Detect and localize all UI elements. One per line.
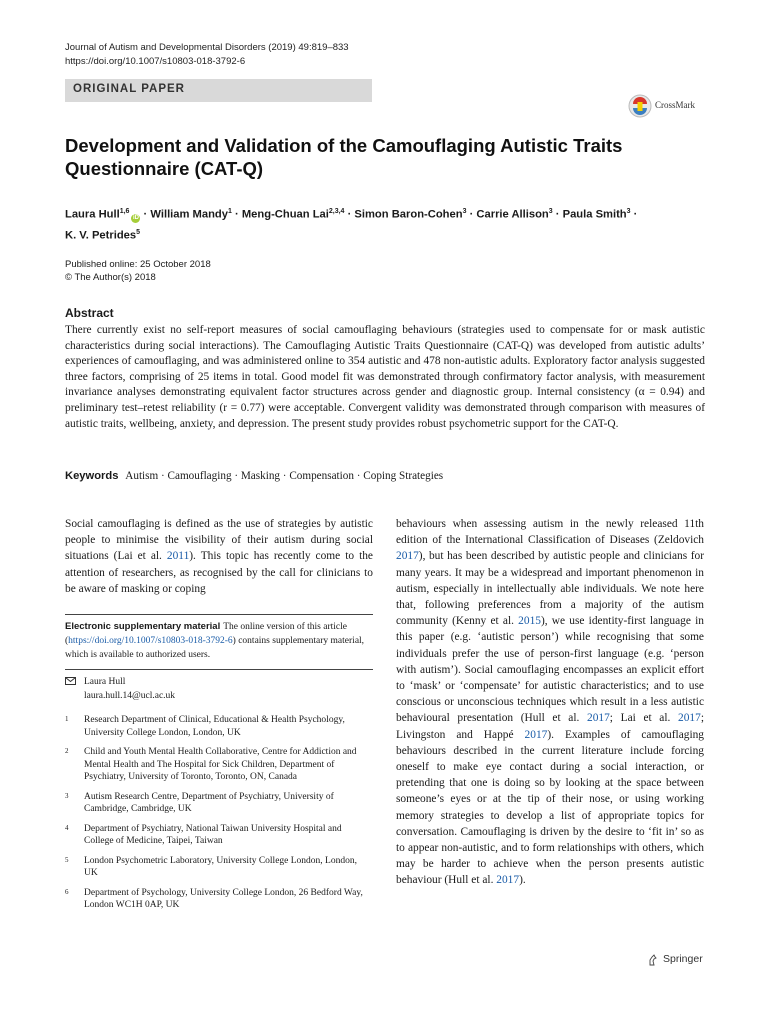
affiliation-text: London Psychometric Laboratory, University College London, London, UK — [84, 855, 357, 878]
body-text-segment: ; Livingston and Happé — [396, 712, 704, 741]
affiliation-text: Child and Youth Mental Health Collaborative, Centre for Addiction and Mental Health and The Hospital for Sick Children, Department of Psychiatry, University of Toronto, Toronto, ON, Canada — [84, 747, 357, 782]
author-separator: · — [347, 208, 352, 221]
body-text-segment: ), but has been described by autistic people and clinicians for many years. It may be a widespread and important phenomenon in autism, especially in intellectually able individuals. We note here that, following preferences from a majority of the autism community (Kenny et al. — [396, 550, 704, 628]
author-separator: · — [235, 208, 239, 221]
article-doi-link[interactable]: https://doi.org/10.1007/s10803-018-3792-6 — [65, 56, 246, 67]
body-text-segment: Social camouflaging is defined as the use of strategies by autistic people to minimise the visibility of their autism during social situations (Lai et al. — [65, 518, 373, 563]
crossmark-badge[interactable] — [628, 94, 708, 122]
author-name[interactable]: Carrie Allison — [476, 208, 549, 221]
author-name[interactable]: Simon Baron-Cohen — [354, 208, 463, 221]
author-affiliation-ref: 2,3,4 — [328, 208, 345, 215]
divider — [65, 614, 373, 615]
citation-link[interactable]: 2015 — [518, 615, 541, 628]
author-affiliation-ref: 3 — [626, 208, 631, 215]
affiliation-item — [65, 746, 373, 784]
crossmark-label: CrossMark — [655, 100, 695, 110]
citation-link[interactable]: 2017 — [678, 712, 701, 725]
copyright-notice: © The Author(s) 2018 — [65, 272, 156, 283]
author-affiliation-ref: 3 — [548, 208, 553, 215]
author-affiliation-ref: 5 — [136, 228, 141, 236]
affiliation-item — [65, 714, 373, 739]
author-separator: · — [633, 208, 638, 221]
citation-link[interactable]: 2017 — [396, 550, 419, 563]
affiliation-number: 4 — [65, 823, 69, 832]
author-separator: · — [143, 208, 148, 221]
esm-doi-link[interactable]: https://doi.org/10.1007/s10803-018-3792-6 — [68, 636, 233, 646]
affiliation-item — [65, 855, 373, 880]
author-name[interactable]: Paula Smith — [562, 208, 627, 221]
affiliation-number: 6 — [65, 887, 69, 896]
corresponding-author-name: Laura Hull — [84, 677, 126, 687]
divider — [65, 669, 373, 670]
orcid-icon[interactable]: iD — [132, 214, 139, 221]
body-text-segment: ). — [519, 874, 526, 887]
author-affiliation-ref: 1 — [228, 208, 232, 215]
corresponding-author-email[interactable]: laura.hull.14@ucl.ac.uk — [84, 691, 176, 701]
affiliation-text: Autism Research Centre, Department of Psychiatry, University of Cambridge, Cambridge, UK — [84, 791, 334, 814]
citation-link[interactable]: 2017 — [587, 712, 610, 725]
keywords-line — [65, 469, 705, 484]
author-name[interactable]: William Mandy — [150, 208, 228, 221]
affiliation-item — [65, 823, 373, 848]
body-text-segment: behaviours when assessing autism in the newly released 11th edition of the International Classification of Diseases (Zeldovich — [396, 518, 704, 547]
citation-link[interactable]: 2017 — [496, 874, 520, 887]
article-type-label: ORIGINAL PAPER — [73, 83, 185, 95]
affiliation-text: Research Department of Clinical, Educational & Health Psychology, University College London, London, UK — [84, 715, 345, 738]
mail-icon — [65, 677, 76, 685]
body-text-right-column — [396, 516, 704, 889]
author-affiliation-ref: 1,6 — [119, 208, 130, 215]
citation-link[interactable]: 2011 — [166, 550, 190, 563]
esm-text: The online version of this article ( — [65, 622, 347, 646]
affiliation-number: 1 — [65, 715, 69, 723]
supplementary-material-note — [65, 620, 373, 662]
affiliation-number: 5 — [65, 855, 69, 864]
citation-link[interactable]: 2017 — [524, 728, 548, 741]
crossmark-icon — [628, 94, 652, 118]
body-text-left-column — [65, 516, 373, 597]
affiliation-item — [65, 887, 373, 912]
esm-label: Electronic supplementary material — [65, 621, 221, 632]
author-separator: · — [469, 208, 474, 221]
article-title: Development and Validation of the Camouflaging Autistic Traits Questionnaire (CAT-Q) — [65, 135, 623, 179]
author-name[interactable]: Laura Hull — [65, 208, 120, 221]
affiliations-list — [65, 714, 373, 919]
publisher-name: Springer — [663, 953, 703, 965]
publication-info — [65, 258, 211, 284]
affiliation-item — [65, 791, 373, 816]
journal-citation: Journal of Autism and Developmental Disorders (2019) 49:819–833 — [65, 42, 349, 53]
author-list — [65, 203, 705, 244]
affiliation-number: 3 — [65, 791, 69, 800]
esm-text: ) contains supplementary material, which is available to authorized users. — [65, 636, 365, 660]
author-affiliation-ref: 3 — [462, 208, 467, 215]
body-text-segment: ), we use identity-first language in this paper (e.g. ‘autistic person’) while recognising that some individuals prefer the use of person-first language (e.g. ‘person with autism’). Social camouflaging encompasses an explicit effort to ‘mask’ or ‘compensate’ for autistic characteristics; and to use conscious or unconscious techniques which result in a less autistic behavioural presentation (Hull et al. — [396, 615, 705, 725]
abstract-heading: Abstract — [65, 306, 114, 320]
author-name[interactable]: Meng-Chuan Lai — [241, 208, 329, 221]
article-type-banner — [65, 79, 372, 102]
author-name[interactable]: K. V. Petrides — [65, 229, 137, 242]
abstract-text: There currently exist no self-report measures of social camouflaging behaviours (strategies used to compensate for or mask autistic characteristics during social interactions). The Camouflaging Autistic Traits Questionnaire (CAT-Q) was developed from autistic adults’ experiences of camouflaging, and was administered online to 354 autistic and 478 non-autistic adults. Exploratory factor analysis suggested three factors, comprising of 25 items in total. Good model fit was demonstrated through confirmatory factor analysis, with measurement invariance analyses demonstrating equivalent factor structures across gender and diagnostic group. Internal consistency (α = 0.94) and preliminary test–retest reliability (r = 0.77) were acceptable. Convergent validity was demonstrated through comparison with measures of autistic traits, wellbeing, anxiety, and depression. The present study provides robust psychometric support for the CAT-Q. — [65, 324, 705, 430]
springer-horse-icon — [648, 954, 658, 966]
keywords-label: Keywords — [65, 470, 119, 482]
affiliation-text: Department of Psychology, University College London, 26 Bedford Way, London WC1H 0AP, UK — [84, 887, 363, 910]
body-text-segment: ). This topic has recently come to the attention of researchers, as recognised by the call for clinicians to be aware of masking or coping — [65, 550, 373, 595]
body-text-segment: ). Examples of camouflaging behaviours described in the current literature include forcing oneself to make eye contact during a social interaction, or pretending that one is doing so by looking at the space between someone’s eyes or at the tip of their nose, or using working memory strategies to develop a list of appropriate topics for conversation. Camouflaging is driven by the desire to ‘fit in’ so as to appear non-autistic, and to form relationships with others, which may be harder to achieve when the person presents autistic behaviour (Hull et al. — [396, 728, 704, 887]
published-date: Published online: 25 October 2018 — [65, 259, 211, 270]
body-text-segment: ; Lai et al. — [609, 712, 679, 725]
affiliation-number: 2 — [65, 747, 69, 755]
affiliation-text: Department of Psychiatry, National Taiwan University Hospital and College of Medicine, Taipei, Taiwan — [84, 823, 342, 846]
keywords-list: Autism · Camouflaging · Masking · Compensation · Coping Strategies — [125, 470, 444, 482]
author-separator: · — [555, 208, 560, 221]
